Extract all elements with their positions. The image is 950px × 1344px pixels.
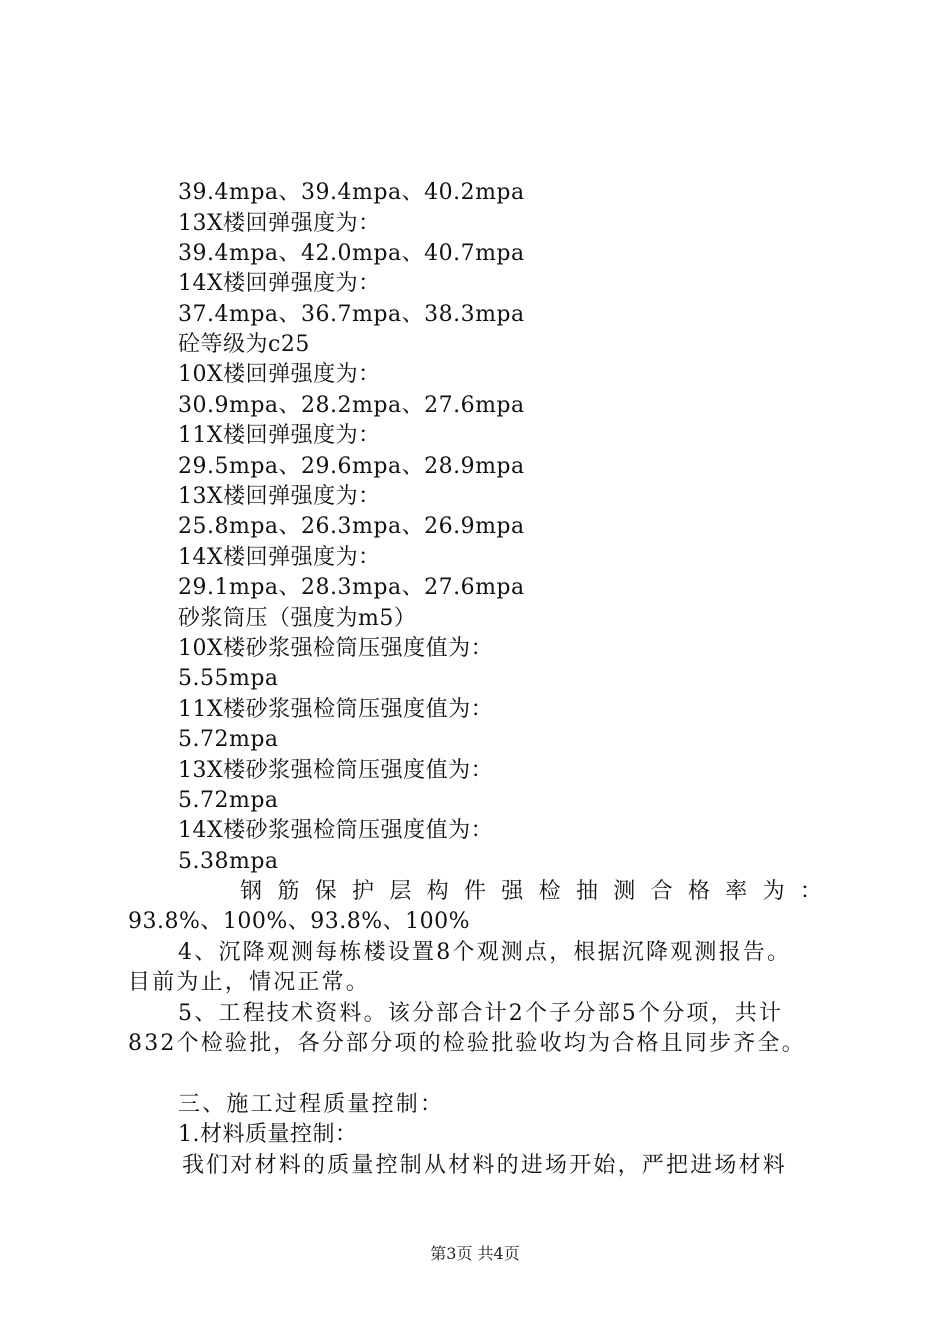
text-line: 13X楼回弹强度为： [178,211,381,236]
text-line: 砼等级为c25 [178,332,310,357]
rebar-heading-char: 强 [501,879,524,904]
technical-data-paragraph-line: 832个检验批，各分部分项的检验批验收均为合格且同步齐全。 [128,1031,806,1056]
rebar-heading-char: 钢 [240,879,263,904]
text-line: 砂浆筒压（强度为m5） [178,606,417,631]
rebar-heading-char: 件 [463,879,486,904]
text-line: 5.72mpa [178,788,279,813]
text-line: 11X楼砂浆强检筒压强度值为： [178,697,494,722]
rebar-heading-char: 测 [613,879,636,904]
settlement-paragraph-line: 目前为止，情况正常。 [128,970,371,995]
rebar-cover-heading [240,877,822,907]
text-line: 14X楼砂浆强检筒压强度值为： [178,818,494,843]
rebar-heading-char: 率 [725,879,748,904]
page-footer: 第3页 共4页 [430,1244,520,1263]
text-line: 11X楼回弹强度为： [178,423,381,448]
rebar-heading-char: 保 [314,879,337,904]
rebar-heading-char: 护 [351,879,374,904]
text-line: 5.55mpa [178,666,279,691]
rebar-cover-values: 93.8%、100%、93.8%、100% [128,909,471,934]
paragraph-line: 我们对材料的质量控制从材料的进场开始，严把进场材料 [182,1153,788,1178]
text-line: 10X楼砂浆强检筒压强度值为： [178,636,494,661]
rebar-heading-char: 为 [762,879,785,904]
text-line: 30.9mpa、28.2mpa、27.6mpa [178,393,525,418]
rebar-heading-char: 格 [687,879,710,904]
technical-data-paragraph-line: 5、工程技术资料。该分部合计2个子分部5个分项，共计 [178,1001,784,1026]
text-line: 37.4mpa、36.7mpa、38.3mpa [178,302,525,327]
settlement-paragraph-line: 4、沉降观测每栋楼设置8个观测点，根据沉降观测报告。 [178,940,792,965]
section-heading: 三、施工过程质量控制： [178,1092,445,1117]
rebar-heading-char: 合 [650,879,673,904]
text-line: 39.4mpa、39.4mpa、40.2mpa [178,180,525,205]
text-line: 14X楼回弹强度为： [178,271,381,296]
text-line: 13X楼砂浆强检筒压强度值为： [178,758,494,783]
subsection-heading: 1.材料质量控制： [178,1122,358,1147]
rebar-heading-char: 检 [538,879,561,904]
text-line: 5.38mpa [178,849,279,874]
rebar-heading-char: 筋 [277,879,300,904]
text-line: 25.8mpa、26.3mpa、26.9mpa [178,514,525,539]
text-line: 14X楼回弹强度为： [178,545,381,570]
rebar-heading-char: 抽 [575,879,598,904]
text-line: 29.1mpa、28.3mpa、27.6mpa [178,575,525,600]
text-line: 39.4mpa、42.0mpa、40.7mpa [178,241,525,266]
text-line: 10X楼回弹强度为： [178,362,381,387]
text-line: 29.5mpa、29.6mpa、28.9mpa [178,454,525,479]
rebar-heading-char: 构 [426,879,449,904]
rebar-heading-char: 层 [389,879,412,904]
text-line: 5.72mpa [178,727,279,752]
text-line: 13X楼回弹强度为： [178,484,381,509]
rebar-heading-char: ： [799,879,822,904]
